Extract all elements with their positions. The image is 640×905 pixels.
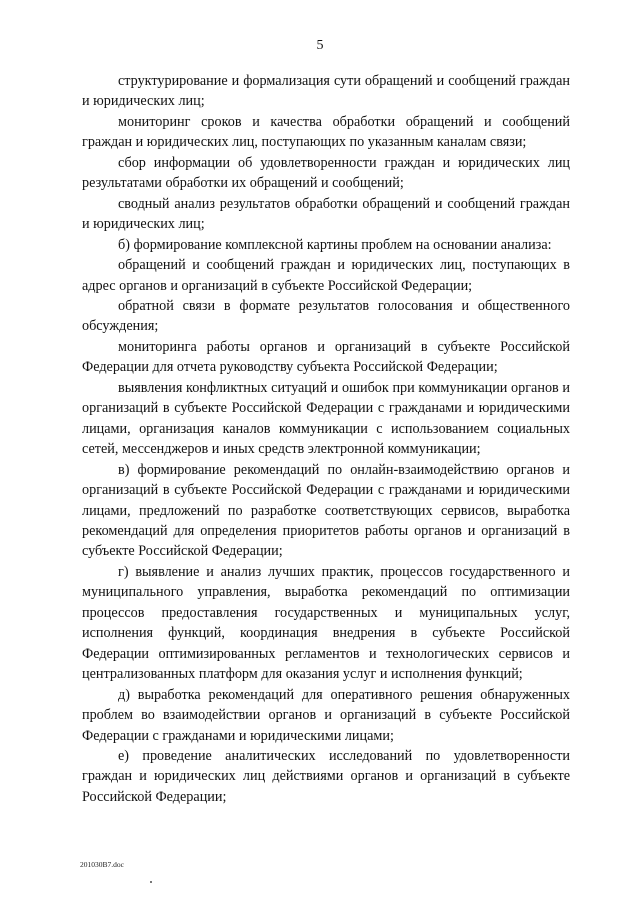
- paragraph: е) проведение аналитических исследований по удовлетворенности граждан и юридических лиц действиями органов и организаций в субъекте Российской Федерации;: [82, 747, 570, 805]
- paragraph: мониторинга работы органов и организаций в субъекте Российской Федерации для отчета руководству субъекта Российской Федерации;: [82, 338, 570, 376]
- paragraph: мониторинг сроков и качества обработки обращений и сообщений граждан и юридических лиц, поступающих по указанным каналам связи;: [82, 113, 570, 151]
- paragraph: обращений и сообщений граждан и юридических лиц, поступающих в адрес органов и организаций в субъекте Российской Федерации;: [82, 257, 570, 294]
- paragraph: сбор информации об удовлетворенности граждан и юридических лиц результатами обработки их обращений и сообщений;: [82, 154, 570, 192]
- document-body: [82, 71, 570, 807]
- document-filename-footer: 201030B7.doc: [80, 860, 124, 869]
- scan-speck: [150, 881, 152, 883]
- paragraph: сводный анализ результатов обработки обращений и сообщений граждан и юридических лиц;: [82, 195, 570, 233]
- paragraph: выявления конфликтных ситуаций и ошибок при коммуникации органов и организаций в субъекте Российской Федерации с гражданами и юридическими лицами, организация каналов коммуникации с использованием социальных сетей, мессенджеров и иных средств электронной коммуникации;: [82, 379, 570, 458]
- page-number: 5: [316, 38, 324, 53]
- paragraph: д) выработка рекомендаций для оперативного решения обнаруженных проблем во взаимодействии органов и организаций в субъекте Российской Федерации с гражданами и юридическими лицами;: [82, 686, 570, 744]
- paragraph: обратной связи в формате результатов голосования и общественного обсуждения;: [82, 297, 570, 335]
- paragraph: структурирование и формализация сути обращений и сообщений граждан и юридических лиц;: [82, 73, 570, 110]
- paragraph: б) формирование комплексной картины проблем на основании анализа:: [118, 236, 552, 253]
- paragraph: в) формирование рекомендаций по онлайн-взаимодействию органов и организаций в субъекте Российской Федерации с гражданами и юридическими лицами, предложений по разработке соответствующих сервисов, выработка рекомендаций для определения приоритетов работы органов и организаций в субъекте Российской Федерации;: [82, 461, 570, 560]
- paragraph: г) выявление и анализ лучших практик, процессов государственного и муниципального управления, выработка рекомендаций по оптимизации процессов предоставления государственных и муниципальных услуг, исполнения функций, координация внедрения в субъекте Российской Федерации оптимизированных регламентов и технологических сервисов и централизованных платформ для оказания услуг и исполнения функций;: [82, 563, 570, 683]
